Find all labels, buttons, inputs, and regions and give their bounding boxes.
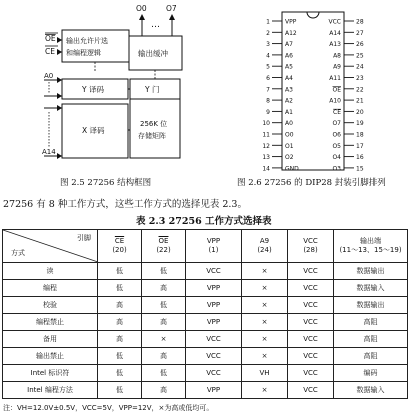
pin-number-left: 3: [266, 41, 270, 49]
table-cell: 低: [98, 382, 142, 399]
header-vpp: VPP (1): [186, 230, 242, 263]
table-cell: VCC: [288, 382, 334, 399]
mode-name-cell: 读: [3, 263, 98, 280]
pin-name-left: GND: [285, 165, 299, 173]
table-cell: ×: [242, 382, 288, 399]
pin-name-right: A11: [329, 75, 341, 82]
a0-label: A0: [44, 72, 54, 80]
pin-number-left: 7: [266, 86, 270, 94]
table-cell: 低: [98, 263, 142, 280]
pin-name-right: CE: [333, 108, 341, 116]
pin-name-right: A10: [329, 97, 341, 105]
output-buffer-label: 输出缓冲: [138, 49, 168, 58]
table-cell: ×: [242, 297, 288, 314]
table-row: [3, 331, 408, 348]
table-cell: 低: [98, 365, 142, 382]
pin-name-left: A2: [285, 97, 293, 105]
pin-name-right: A8: [333, 52, 341, 60]
mode-name-cell: 备用: [3, 331, 98, 348]
pin-name-right: VCC: [328, 18, 341, 26]
pin-name-left: O2: [285, 154, 294, 162]
pin-number-left: 14: [262, 165, 270, 173]
table-cell: VCC: [288, 280, 334, 297]
pin-number-right: 22: [356, 86, 364, 94]
diagonal-header: [3, 230, 98, 263]
table-cell: 高: [98, 314, 142, 331]
pin-number-left: 4: [266, 52, 270, 60]
dip28-pinout: [260, 8, 390, 178]
pin-name-left: A12: [285, 29, 297, 37]
pin-name-left: VPP: [285, 18, 297, 26]
figure-2-5-caption: 图 2.5 27256 结构框图: [60, 178, 152, 188]
table-cell: VCC: [186, 331, 242, 348]
pin-number-left: 9: [266, 108, 270, 116]
pin-number-right: 19: [356, 120, 364, 128]
table-row: [3, 314, 408, 331]
pin-number-right: 25: [356, 52, 364, 60]
header-oe: $\overline{OE}$ (22): [142, 230, 186, 263]
table-cell: 高: [142, 280, 186, 297]
table-cell: VCC: [288, 331, 334, 348]
table-cell: ×: [242, 331, 288, 348]
pin-number-right: 24: [356, 63, 364, 71]
body-text: 27256 有 8 种工作方式，这些工作方式的选择见表 2.3。: [3, 199, 247, 210]
o7-label: O7: [166, 4, 177, 13]
x-decoder-label: X 译码: [82, 126, 105, 135]
o0-label: O0: [136, 4, 147, 13]
header-vcc: VCC (28): [288, 230, 334, 263]
pin-number-left: 13: [262, 154, 270, 162]
table-cell: ×: [242, 348, 288, 365]
table-row: [3, 348, 408, 365]
table-cell: 高: [98, 331, 142, 348]
pin-number-right: 15: [356, 165, 364, 173]
output-select-label-1: 输出允许片选: [66, 37, 108, 45]
table-cell: 高: [142, 382, 186, 399]
pin-name-left: O0: [285, 131, 294, 139]
table-cell: VCC: [288, 263, 334, 280]
header-ce: $\overline{CE}$ (20): [98, 230, 142, 263]
table-cell: 高阻: [334, 348, 408, 365]
pin-name-left: A1: [285, 108, 293, 116]
pin-name-right: A13: [329, 41, 341, 49]
table-cell: 低: [142, 263, 186, 280]
pin-number-right: 28: [356, 18, 364, 26]
table-cell: VCC: [186, 365, 242, 382]
table-cell: VPP: [186, 297, 242, 314]
table-cell: 数据输出: [334, 263, 408, 280]
table-cell: 编码: [334, 365, 408, 382]
y-gate-label: Y 门: [145, 85, 160, 94]
table-row: [3, 297, 408, 314]
table-cell: 高: [142, 348, 186, 365]
table-cell: 数据输出: [334, 297, 408, 314]
diag-label-mode: 方式: [11, 249, 25, 257]
pin-name-right: O6: [332, 131, 341, 139]
table-cell: 高阻: [334, 331, 408, 348]
pin-number-right: 27: [356, 29, 364, 37]
pin-name-right: O4: [332, 154, 341, 162]
matrix-label-1: 256K 位: [140, 120, 168, 128]
table-cell: VH: [242, 365, 288, 382]
table-cell: VPP: [186, 280, 242, 297]
pin-name-right: O7: [332, 120, 341, 128]
pin-number-right: 16: [356, 154, 364, 162]
pin-name-left: A7: [285, 41, 293, 49]
mode-name-cell: Intel 编程方法: [3, 382, 98, 399]
output-dots: …: [151, 20, 160, 30]
pin-name-left: A0: [285, 120, 293, 128]
pin-number-right: 26: [356, 41, 364, 49]
y-decoder-label: Y 译码: [82, 85, 104, 94]
table-cell: ×: [242, 314, 288, 331]
table-cell: ×: [242, 280, 288, 297]
mode-table: [2, 229, 408, 399]
pin-name-right: O5: [332, 142, 341, 150]
pin-number-right: 17: [356, 142, 364, 150]
table-cell: VPP: [186, 314, 242, 331]
table-cell: 低: [142, 297, 186, 314]
table-cell: ×: [142, 331, 186, 348]
pin-number-left: 10: [262, 120, 270, 128]
a14-label: A14: [42, 148, 56, 156]
pin-number-left: 1: [266, 18, 270, 26]
pin-name-right: OE: [332, 86, 341, 94]
output-select-block: [62, 30, 129, 62]
memory-matrix-block: [130, 99, 180, 158]
matrix-label-2: 存储矩阵: [138, 132, 166, 140]
pin-name-right: A9: [333, 63, 341, 71]
table-cell: 低: [98, 280, 142, 297]
mode-name-cell: 输出禁止: [3, 348, 98, 365]
pin-number-right: 20: [356, 108, 364, 116]
diag-label-pin: 引脚: [77, 234, 91, 242]
figure-2-6-caption: 图 2.6 27256 的 DIP28 封装引脚排列: [237, 178, 386, 188]
table-row: [3, 280, 408, 297]
table-cell: 数据输入: [334, 280, 408, 297]
pin-number-left: 5: [266, 63, 270, 71]
table-note: 注：VH=12.0V±0.5V，VCC=5V，VPP=12V，×为高或低均可。: [3, 404, 214, 412]
table-cell: 数据输入: [334, 382, 408, 399]
pin-name-left: A6: [285, 52, 293, 60]
block-diagram: [0, 0, 200, 172]
table-cell: VCC: [288, 348, 334, 365]
pin-name-left: A4: [285, 75, 293, 82]
pin-number-left: 12: [262, 142, 270, 150]
pin-name-left: A3: [285, 86, 293, 94]
ce-label: CE: [45, 47, 55, 56]
header-a9: A9 (24): [242, 230, 288, 263]
mode-name-cell: 编程禁止: [3, 314, 98, 331]
table-cell: ×: [242, 263, 288, 280]
table-cell: 低: [98, 348, 142, 365]
pin-number-left: 11: [262, 131, 270, 139]
table-cell: 低: [142, 365, 186, 382]
table-cell: 高: [98, 297, 142, 314]
table-row: [3, 365, 408, 382]
pin-number-right: 18: [356, 131, 364, 139]
oe-label: OE: [45, 34, 56, 43]
pin-number-right: 23: [356, 75, 364, 82]
table-cell: VCC: [288, 365, 334, 382]
table-title: 表 2.3 27256 工作方式选择表: [136, 216, 272, 227]
table-cell: VCC: [288, 314, 334, 331]
table-cell: 高阻: [334, 314, 408, 331]
pin-number-right: 21: [356, 97, 364, 105]
table-cell: VCC: [186, 348, 242, 365]
output-select-label-2: 和编程逻辑: [66, 49, 101, 57]
table-cell: VPP: [186, 382, 242, 399]
pin-number-left: 6: [266, 75, 270, 82]
pin-name-left: A5: [285, 63, 293, 71]
mode-name-cell: 校验: [3, 297, 98, 314]
pin-number-left: 8: [266, 97, 270, 105]
pin-name-left: O1: [285, 142, 294, 150]
pin-number-left: 2: [266, 29, 270, 37]
table-cell: VCC: [288, 297, 334, 314]
table-cell: VCC: [186, 263, 242, 280]
table-row: [3, 382, 408, 399]
table-row: [3, 263, 408, 280]
pin-name-right: A14: [329, 29, 341, 37]
mode-name-cell: 编程: [3, 280, 98, 297]
pin-name-right: O3: [332, 165, 341, 173]
header-output: 输出端 (11～13、15～19): [334, 230, 408, 263]
table-cell: 高: [142, 314, 186, 331]
mode-name-cell: Intel 标识符: [3, 365, 98, 382]
